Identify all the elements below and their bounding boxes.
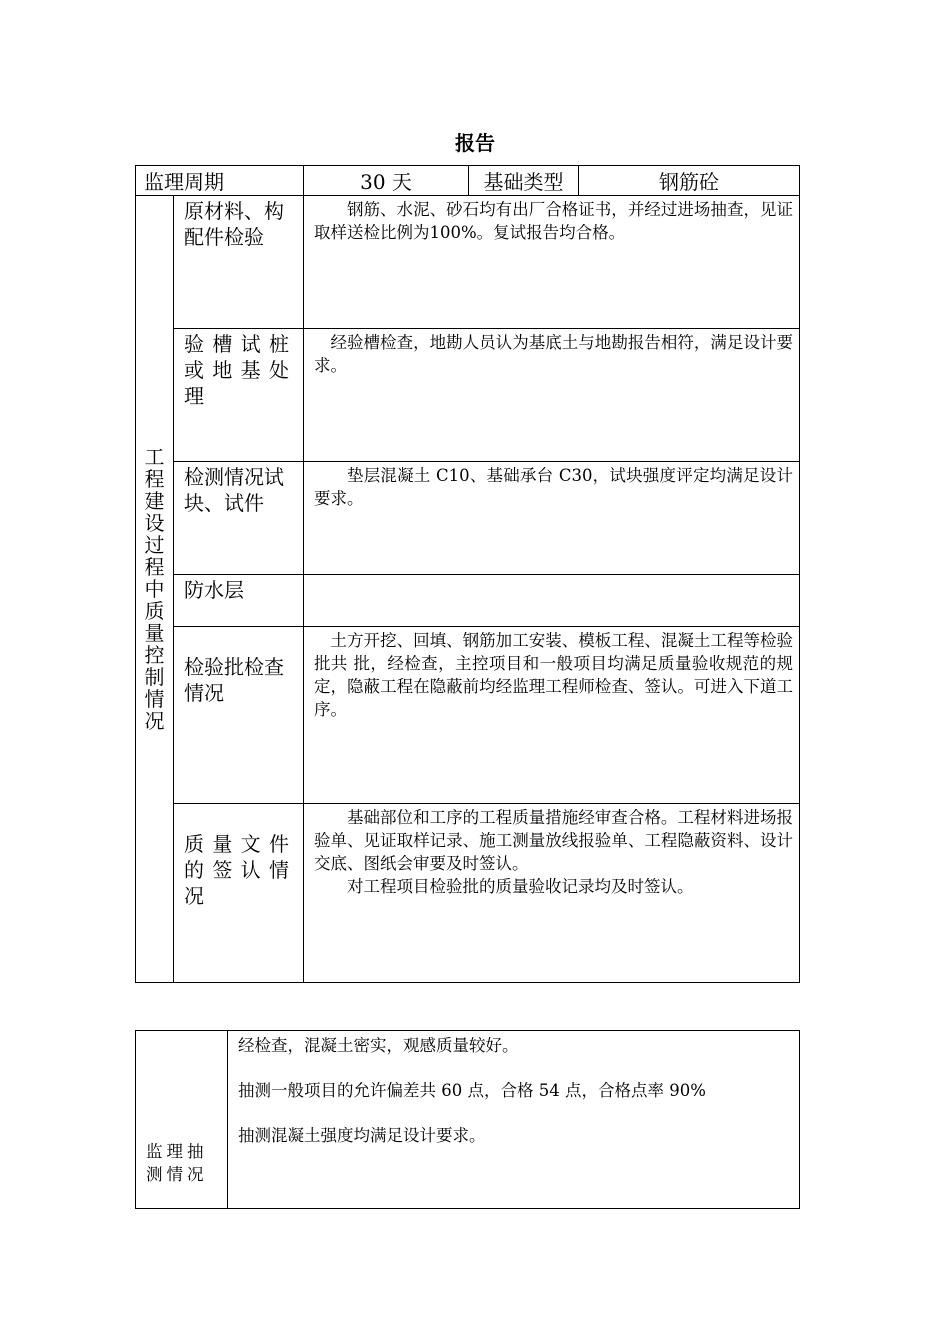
quality-control-table [135, 165, 800, 983]
period-value: 30 天 [304, 166, 469, 196]
inspection-line: 抽测混凝土强度均满足设计要求。 [238, 1126, 486, 1145]
row-content-materials: 钢筋、水泥、砂石均有出厂合格证书，并经过进场抽查，见证取样送检比例为100%。复试报告均合格。 [304, 196, 800, 329]
row-label-foundation-check: 验槽试桩或地基处理 [174, 329, 304, 462]
row-label-test-blocks: 检测情况试块、试件 [174, 462, 304, 575]
page-title: 报告 [455, 131, 495, 155]
row-content-foundation-check: 经验槽检查，地勘人员认为基底土与地勘报告相符，满足设计要求。 [304, 329, 800, 462]
foundation-value: 钢筋砼 [579, 166, 800, 196]
row-label-waterproof: 防水层 [174, 575, 304, 627]
inspection-line: 抽测一般项目的允许偏差共 60 点，合格 54 点，合格点率 90% [238, 1081, 706, 1100]
row-content-inspection-batch: 土方开挖、回填、钢筋加工安装、模板工程、混凝土工程等检验批共 批，经检查，主控项目和一般项目均满足质量验收规范的规定，隐蔽工程在隐蔽前均经监理工程师检查、签认。可进入下道工序。 [304, 627, 800, 804]
table-row [136, 627, 800, 804]
table-row [136, 804, 800, 983]
row-label-inspection-batch: 检验批检查情况 [174, 627, 304, 804]
table-row [136, 196, 800, 329]
table-row [136, 575, 800, 627]
header-row [136, 166, 800, 196]
table-row [136, 462, 800, 575]
row-content-test-blocks: 垫层混凝土 C10、基础承台 C30，试块强度评定均满足设计要求。 [304, 462, 800, 575]
section-label: 工程建设过程中质量控制情况 [136, 196, 174, 983]
row-label-document-signoff: 质量文件的签认情况 [174, 804, 304, 983]
inspection-label: 监理抽测情况 [136, 1031, 228, 1209]
table-row [136, 329, 800, 462]
row-content-waterproof [304, 575, 800, 627]
inspection-line: 经检查，混凝土密实，观感质量较好。 [238, 1036, 519, 1055]
inspection-content [228, 1031, 800, 1209]
table-row [136, 1031, 800, 1209]
row-label-materials: 原材料、构配件检验 [174, 196, 304, 329]
row-content-document-signoff: 基础部位和工序的工程质量措施经审查合格。工程材料进场报验单、见证取样记录、施工测量放线报验单、工程隐蔽资料、设计交底、图纸会审要及时签认。 对工程项目检验批的质量验收记录均及时签认。 [304, 804, 800, 983]
inspection-table [135, 1030, 800, 1209]
foundation-label: 基础类型 [469, 166, 579, 196]
period-label: 监理周期 [136, 166, 304, 196]
